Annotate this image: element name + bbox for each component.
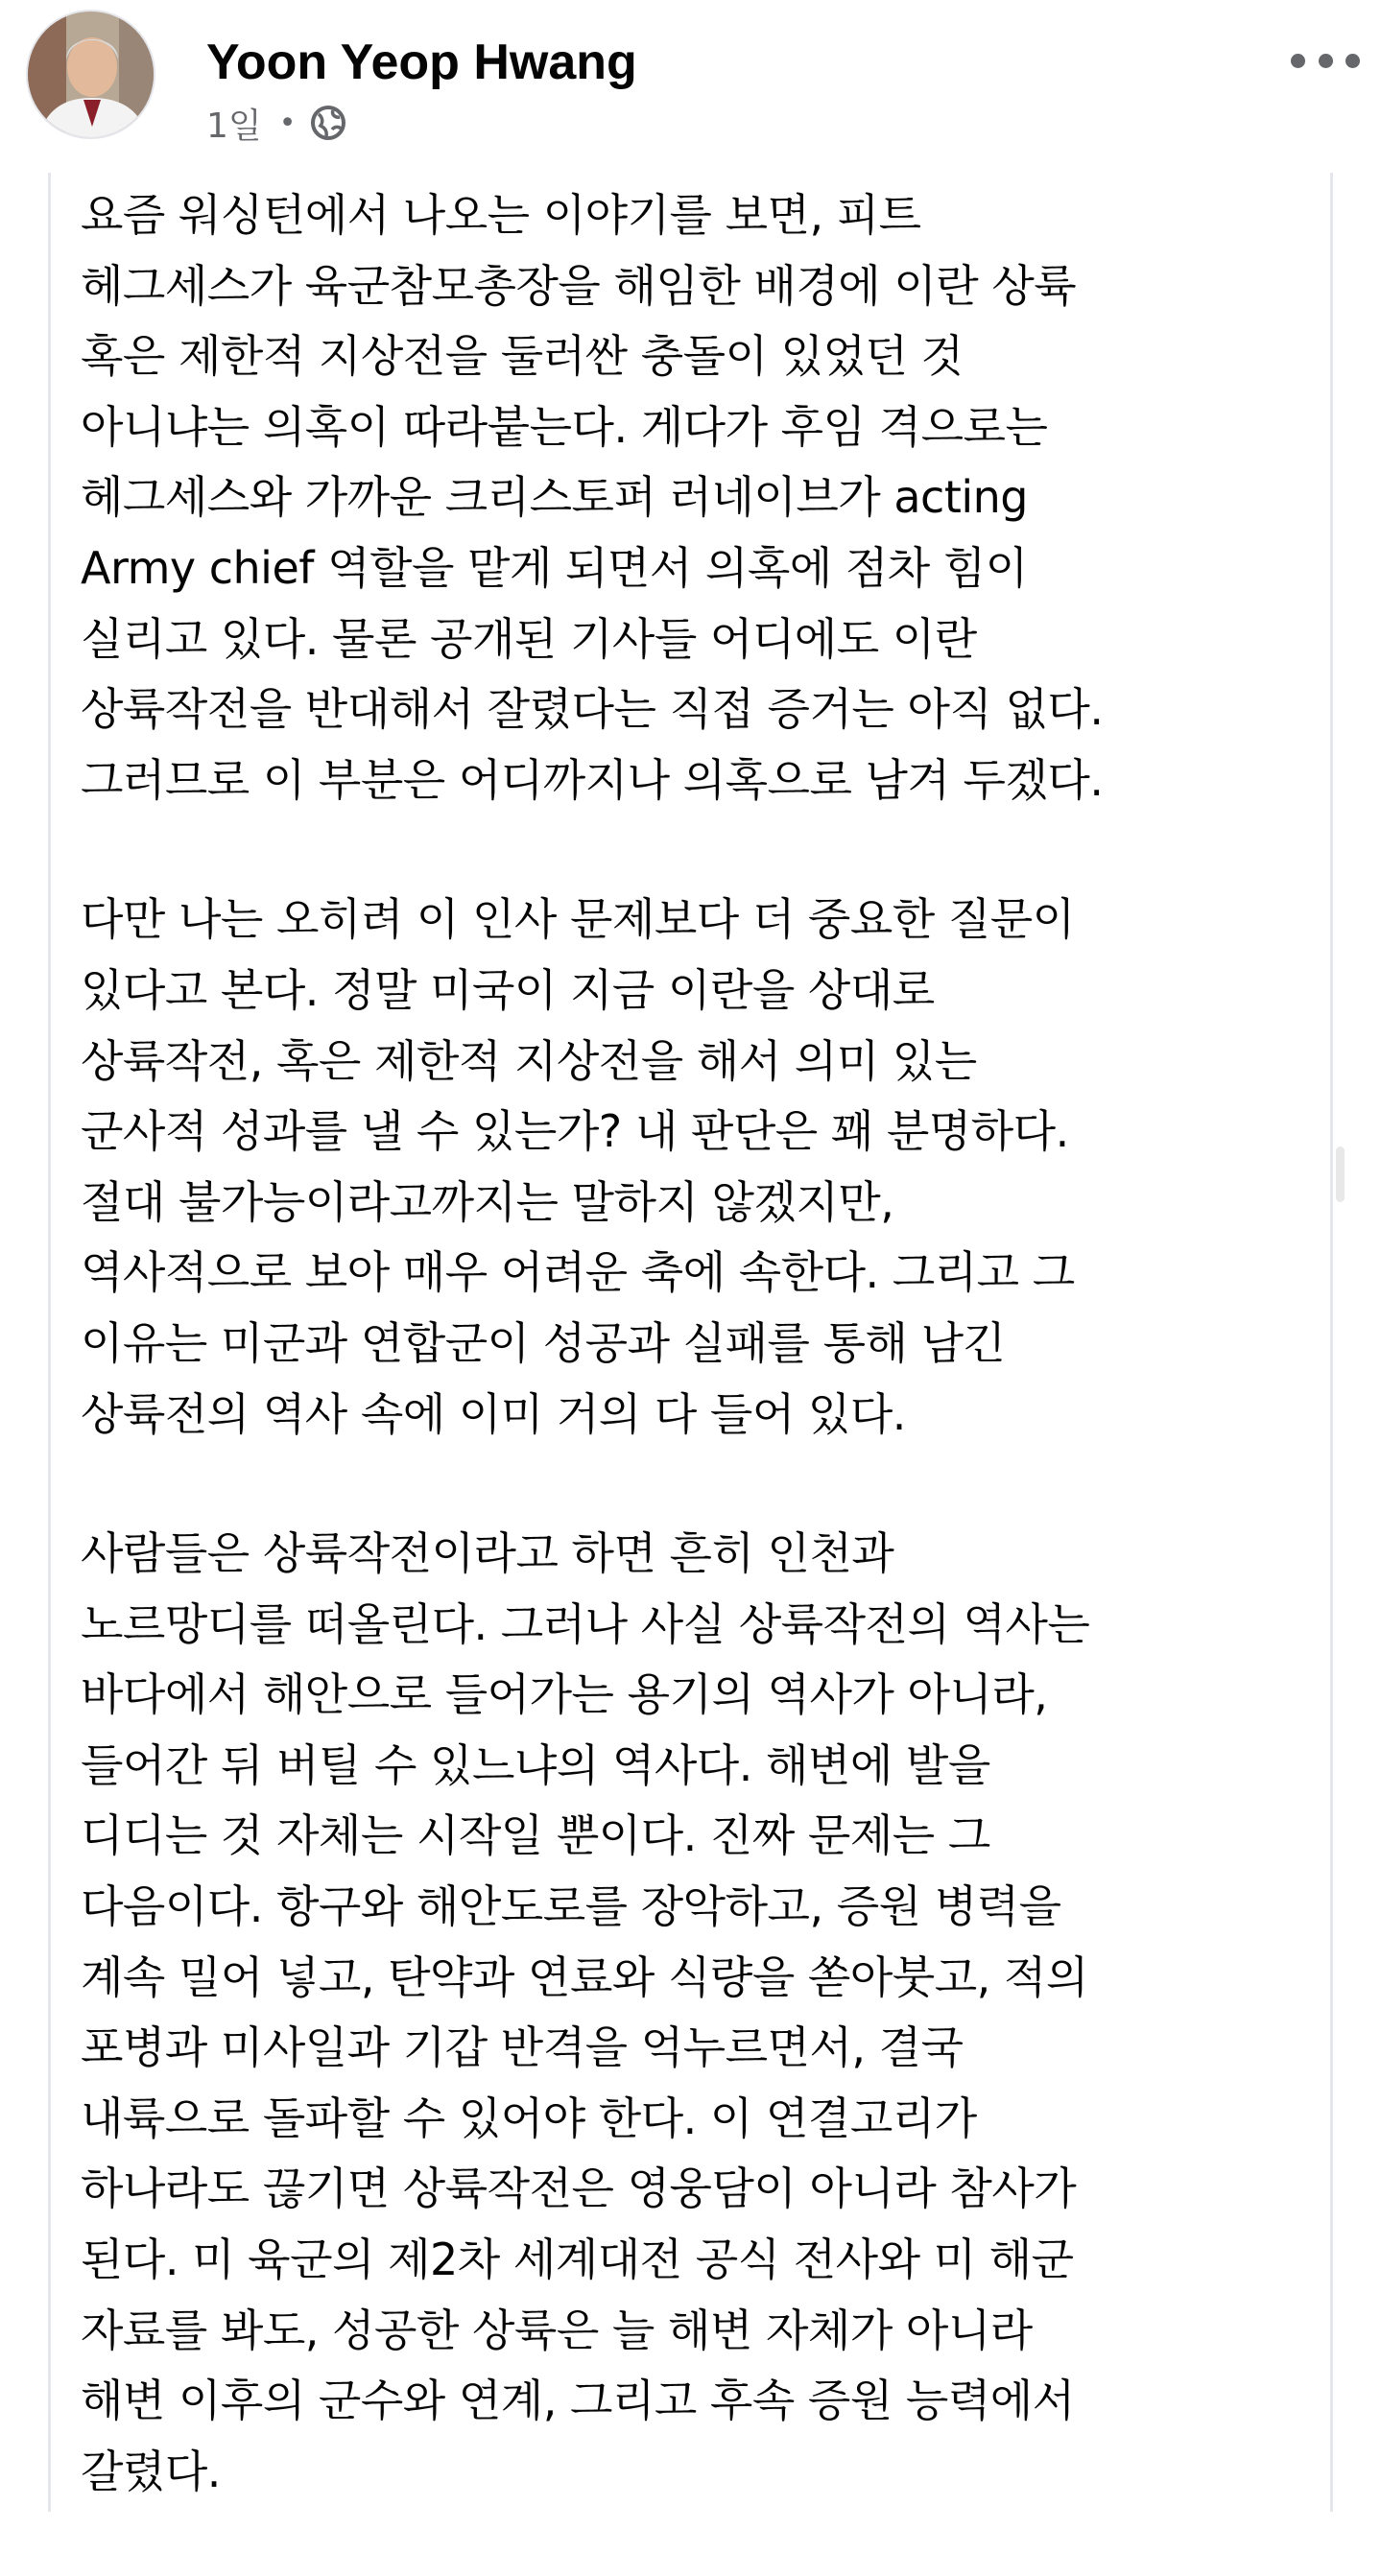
text-line: 디디는 것 자체는 시작일 뿐이다. 진짜 문제는 그 [81,1809,990,1862]
text-line: 포병과 미사일과 기갑 반격을 억누르면서, 결국 [81,2021,964,2074]
paragraph-2 [81,885,1328,1450]
text-line: 군사적 성과를 낼 수 있는가? 내 판단은 꽤 분명하다. [81,1105,1069,1158]
text-line: 바다에서 해안으로 들어가는 용기의 역사가 아니라, [81,1668,1048,1721]
author-name[interactable]: Yoon Yeop Hwang [206,35,637,90]
post-header [0,0,1381,158]
more-dot [1345,54,1360,68]
more-dot [1319,54,1333,68]
text-line: 실리고 있다. 물론 공개된 기사들 어디에도 이란 [81,612,977,665]
post-body [81,180,1328,2576]
text-line: 상륙전의 역사 속에 이미 거의 다 들어 있다. [81,1387,906,1440]
text-line: 내륙으로 돌파할 수 있어야 한다. 이 연결고리가 [81,2092,977,2144]
text-line: 하나라도 끊기면 상륙작전은 영웅담이 아니라 참사가 [81,2162,1077,2215]
author-avatar[interactable] [26,10,155,139]
text-line: 노르망디를 떠올린다. 그러나 사실 상륙작전의 역사는 [81,1597,1090,1650]
text-line: 아니냐는 의혹이 따라붙는다. 게다가 후임 격으로는 [81,400,1048,453]
post-meta [206,99,347,147]
content-border-right [1330,173,1333,2512]
avatar-photo [28,12,155,139]
text-line: Army chief 역할을 맡게 되면서 의혹에 점차 힘이 [81,541,1028,594]
scrollbar-thumb[interactable] [1336,1146,1345,1202]
text-line: 다만 나는 오히려 이 인사 문제보다 더 중요한 질문이 [81,893,1075,946]
more-dot [1291,54,1305,68]
text-line: 그러므로 이 부분은 어디까지나 의혹으로 남겨 두겠다. [81,753,1104,806]
post-time[interactable]: 1일 [206,106,262,146]
content-border-left [48,173,51,2512]
text-line: 있다고 본다. 정말 미국이 지금 이란을 상대로 [81,963,935,1016]
text-line: 계속 밀어 넣고, 탄약과 연료와 식량을 쏟아붓고, 적의 [81,1950,1088,2003]
text-line: 사람들은 상륙작전이라고 하면 흔히 인천과 [81,1527,894,1580]
more-options-icon[interactable] [1291,38,1360,83]
globe-icon[interactable] [309,104,347,142]
text-line: 된다. 미 육군의 제2차 세계대전 공식 전사와 미 해군 [81,2233,1074,2286]
text-line: 혹은 제한적 지상전을 둘러싼 충돌이 있었던 것 [81,330,964,383]
paragraph-3 [81,1519,1328,2507]
text-line: 자료를 봐도, 성공한 상륙은 늘 해변 자체가 아니라 [81,2304,1033,2356]
text-line: 헤그세스와 가까운 크리스토퍼 러네이브가 acting [81,471,1028,524]
text-line: 상륙작전을 반대해서 잘렸다는 직접 증거는 아직 없다. [81,683,1104,736]
text-line: 헤그세스가 육군참모총장을 해임한 배경에 이란 상륙 [81,259,1077,312]
text-line: 갈렸다. [81,2445,221,2497]
meta-separator: • [278,106,297,140]
text-line: 역사적으로 보아 매우 어려운 축에 속한다. 그리고 그 [81,1246,1075,1299]
text-line: 요즘 워싱턴에서 나오는 이야기를 보면, 피트 [81,189,921,241]
text-line: 이유는 미군과 연합군이 성공과 실패를 통해 남긴 [81,1316,1006,1369]
text-line: 들어간 뒤 버틸 수 있느냐의 역사다. 해변에 발을 [81,1738,990,1791]
text-line: 해변 이후의 군수와 연계, 그리고 후속 증원 능력에서 [81,2375,1075,2427]
text-line: 절대 불가능이라고까지는 말하지 않겠지만, [81,1175,894,1228]
paragraph-1 [81,180,1328,815]
text-line: 상륙작전, 혹은 제한적 지상전을 해서 의미 있는 [81,1034,977,1087]
text-line: 다음이다. 항구와 해안도로를 장악하고, 증원 병력을 [81,1880,1061,1933]
